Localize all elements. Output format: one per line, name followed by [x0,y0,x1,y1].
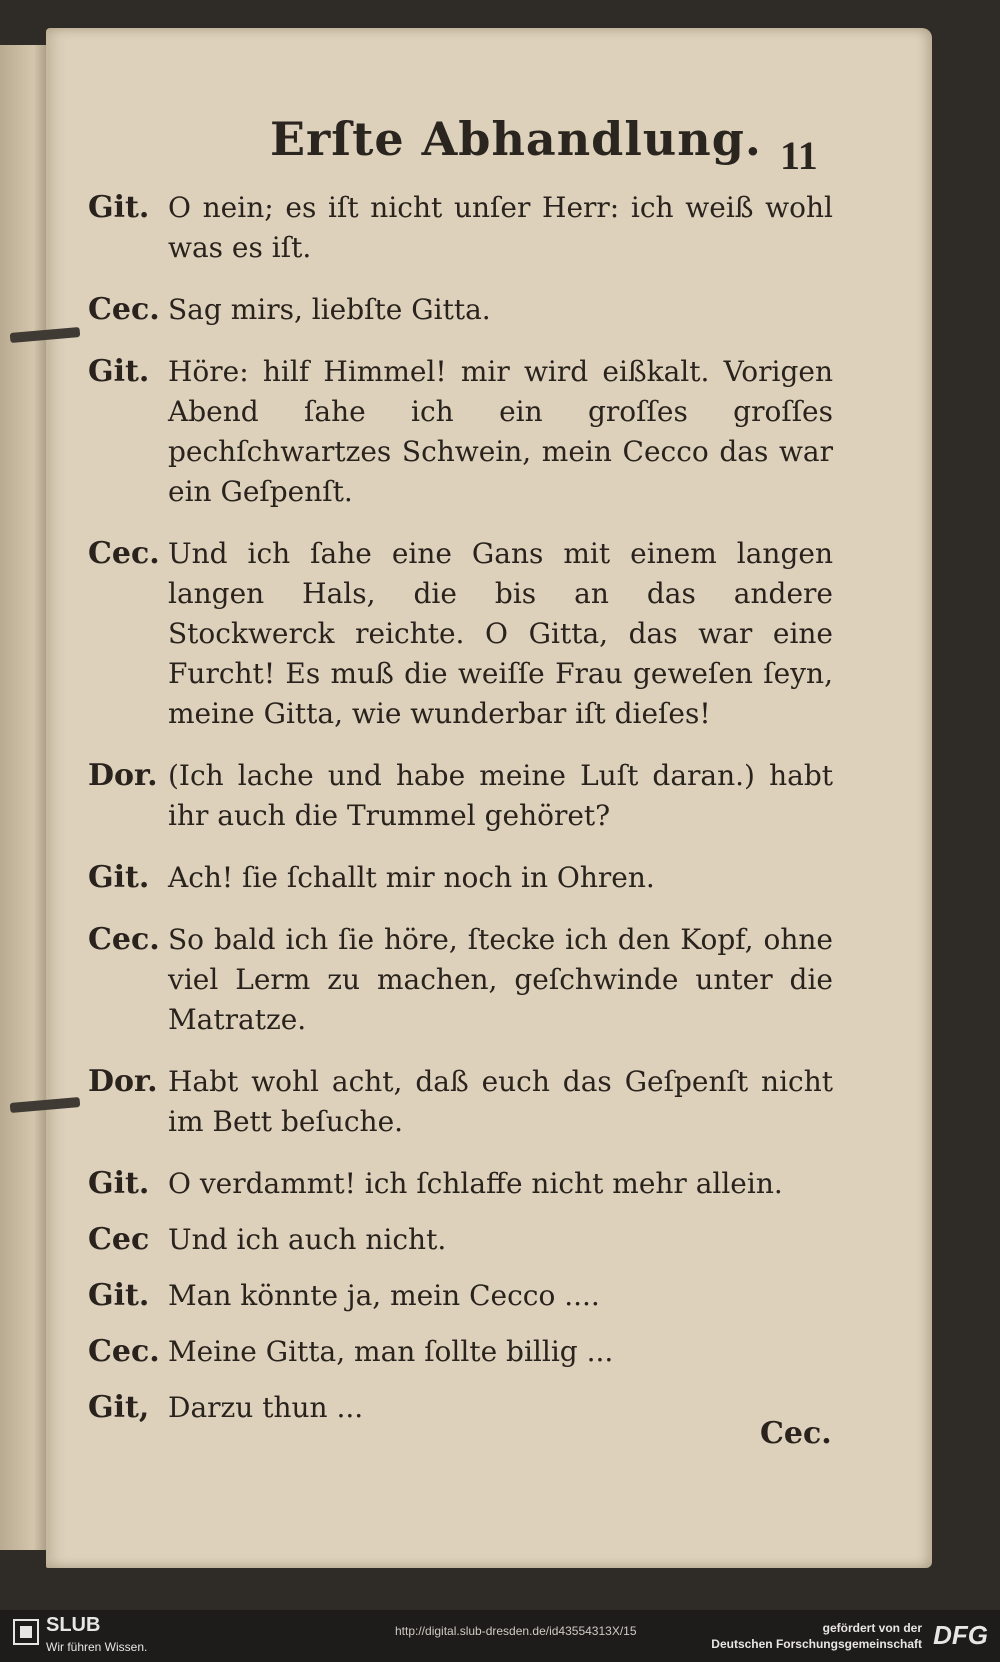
speech-text: Man könnte ja, mein Cecco .... [168,1279,600,1312]
speech-text: Meine Gitta, man ſollte billig ... [168,1335,614,1368]
speaker-name: Cec. [88,1334,160,1369]
library-name[interactable]: SLUB [46,1614,101,1636]
record-url-link[interactable]: http://digital.slub-dresden.de/id43554313X/15 [395,1624,637,1638]
running-head: Erſte Abhandlung. [270,112,762,166]
speaker-name: Git. [88,860,150,895]
dialogue-text [88,188,833,1444]
speaker-name: Cec. [88,536,160,571]
funder-credit [711,1620,922,1652]
dfg-logo-icon[interactable]: DFG [933,1620,988,1650]
speech-text: Ach! ſie ſchallt mir noch in Ohren. [168,861,655,894]
dialogue-line [88,188,833,268]
catchword: Cec. [760,1416,832,1451]
dialogue-line [88,920,833,1040]
speech-text: Sag mirs, liebſte Gitta. [168,293,491,326]
speaker-name: Cec. [88,922,160,957]
funder-line-1: gefördert von der [822,1621,922,1635]
dialogue-line [88,534,833,734]
speaker-name: Dor. [88,1064,158,1099]
speaker-name: Git. [88,1278,150,1313]
speech-text: (Ich lache und habe meine Luſt daran.) habt ihr auch die Trummel gehöret? [168,759,833,832]
speech-text: So bald ich ſie höre, ſtecke ich den Kopf, ohne viel Lerm zu machen, geſchwinde unter die Matratze. [168,923,833,1036]
dialogue-line [88,756,833,836]
dialogue-line [88,1276,833,1316]
dialogue-line [88,1332,833,1372]
slub-logo-icon [12,1618,40,1646]
page-number: 11 [780,133,818,178]
speaker-name: Cec [88,1222,150,1257]
speaker-name: Git. [88,190,150,225]
dialogue-line [88,1062,833,1142]
speech-text: O verdammt! ich ſchlaffe nicht mehr allein. [168,1167,783,1200]
speaker-name: Cec. [88,292,160,327]
speaker-name: Git. [88,354,150,389]
speaker-name: Git, [88,1390,150,1425]
speaker-name: Git. [88,1166,150,1201]
speech-text: Und ich ſahe eine Gans mit einem langen langen Hals, die bis an das andere Stockwerck reichte. O Gitta, das war eine Furcht! Es muß die weiſſe Frau geweſen ſeyn, meine Gitta, wie wunderbar iſt dieſes! [168,537,833,730]
dialogue-line [88,290,833,330]
speech-text: Habt wohl acht, daß euch das Geſpenſt nicht im Bett beſuche. [168,1065,833,1138]
dialogue-line [88,1164,833,1204]
dialogue-line [88,1220,833,1260]
dialogue-line [88,858,833,898]
speech-text: Darzu thun ... [168,1391,364,1424]
facing-page-edge [0,45,48,1550]
dialogue-line [88,1388,833,1428]
speech-text: Und ich auch nicht. [168,1223,447,1256]
speech-text: O nein; es iſt nicht unſer Herr: ich weiß wohl was es iſt. [168,191,833,264]
speech-text: Höre: hilf Himmel! mir wird eißkalt. Vorigen Abend ſahe ich ein groſſes groſſes pechſchwartzes Schwein, mein Cecco das war ein Geſpenſt. [168,355,833,508]
funder-line-2: Deutschen Forschungsgemeinschaft [711,1637,922,1651]
dialogue-line [88,352,833,512]
speaker-name: Dor. [88,758,158,793]
viewer-footer [0,1610,1000,1662]
library-tagline: Wir führen Wissen. [46,1640,148,1654]
